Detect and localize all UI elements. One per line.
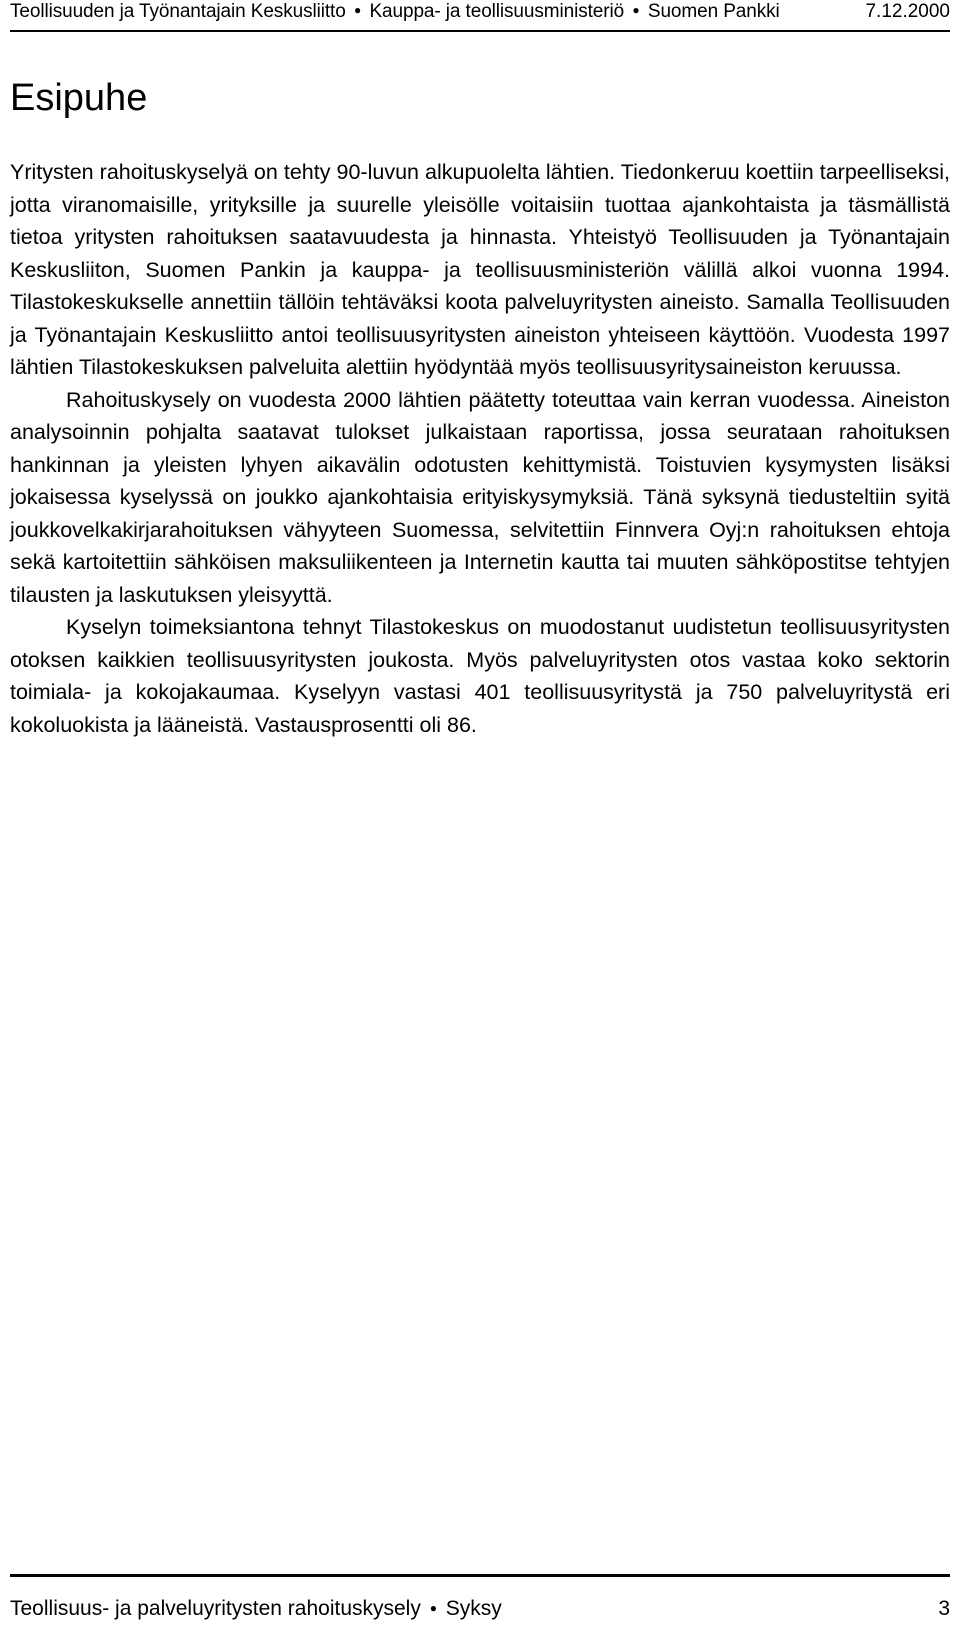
header-bullet-2: ●	[632, 3, 640, 17]
body-text	[10, 156, 950, 741]
paragraph-2: Rahoituskysely on vuodesta 2000 lähtien päätetty toteuttaa vain kerran vuodessa. Aineiston analysoinnin pohjalta saatavat tulokset julkaistaan raportissa, jossa seurataan rahoituksen hankinnan ja yleisten lyhyen aikavälin odotusten kehittymistä. Toistuvien kysymysten lisäksi jokaisessa kyselyssä on joukko ajankohtaisia erityiskysymyksiä. Tänä syksynä tiedusteltiin syitä joukkovelkakirjarahoituksen vähyyteen Suomessa, selvitettiin Finnvera Oyj:n rahoituksen ehtoja sekä kartoitettiin sähköisen maksuliikenteen ja Internetin kautta tai muuten sähköpostitse tehtyjen tilausten ja laskutuksen yleisyyttä.	[10, 387, 950, 607]
page-number: 3	[938, 1597, 950, 1620]
footer-rule	[10, 1574, 950, 1577]
page-title: Esipuhe	[10, 77, 148, 119]
header-date: 7.12.2000	[865, 1, 950, 22]
footer-bullet: ●	[429, 1601, 437, 1615]
footer-season: Syksy	[445, 1597, 502, 1620]
paragraph-1: Yritysten rahoituskyselyä on tehty 90-luvun alkupuolelta lähtien. Tiedonkeruu koettiin tarpeelliseksi, jotta viranomaisille, yrityksille ja suurelle yleisölle voitaisiin tuottaa ajankohtaista ja täsmällistä tietoa yritysten rahoituksen saatavuudesta ja hinnasta. Yhteistyö Teollisuuden ja Työnantajain Keskusliiton, Suomen Pankin ja kauppa- ja teollisuusministeriön välillä alkoi vuonna 1994. Tilastokeskukselle annettiin tällöin tehtäväksi koota palveluyritysten aineisto. Samalla Teollisuuden ja Työnantajain Keskusliitto antoi teollisuusyritysten aineiston yhteiseen käyttöön. Vuodesta 1997 lähtien Tilastokeskuksen palveluita alettiin hyödyntää myös teollisuusyritysaineiston keruussa.	[10, 160, 950, 379]
header-org-1: Teollisuuden ja Työnantajain Keskusliitto	[10, 1, 346, 22]
header-org-3: Suomen Pankki	[647, 1, 780, 22]
header-rule	[10, 30, 950, 32]
paragraph-3: Kyselyn toimeksiantona tehnyt Tilastokeskus on muodostanut uudistetun teollisuusyritysten otoksen kaikkien teollisuusyritysten joukosta. Myös palveluyritysten otos vastaa koko sektorin toimiala- ja kokojakaumaa. Kyselyyn vastasi 401 teollisuusyritystä ja 750 palveluyritystä eri kokoluokista ja lääneistä. Vastausprosentti oli 86.	[10, 615, 950, 737]
header-bullet-1: ●	[353, 3, 362, 17]
running-header	[10, 0, 950, 30]
running-footer	[10, 1595, 950, 1625]
header-org-2: Kauppa- ja teollisuusministeriö	[369, 1, 625, 22]
footer-title: Teollisuus- ja palveluyritysten rahoituskysely	[10, 1597, 421, 1620]
